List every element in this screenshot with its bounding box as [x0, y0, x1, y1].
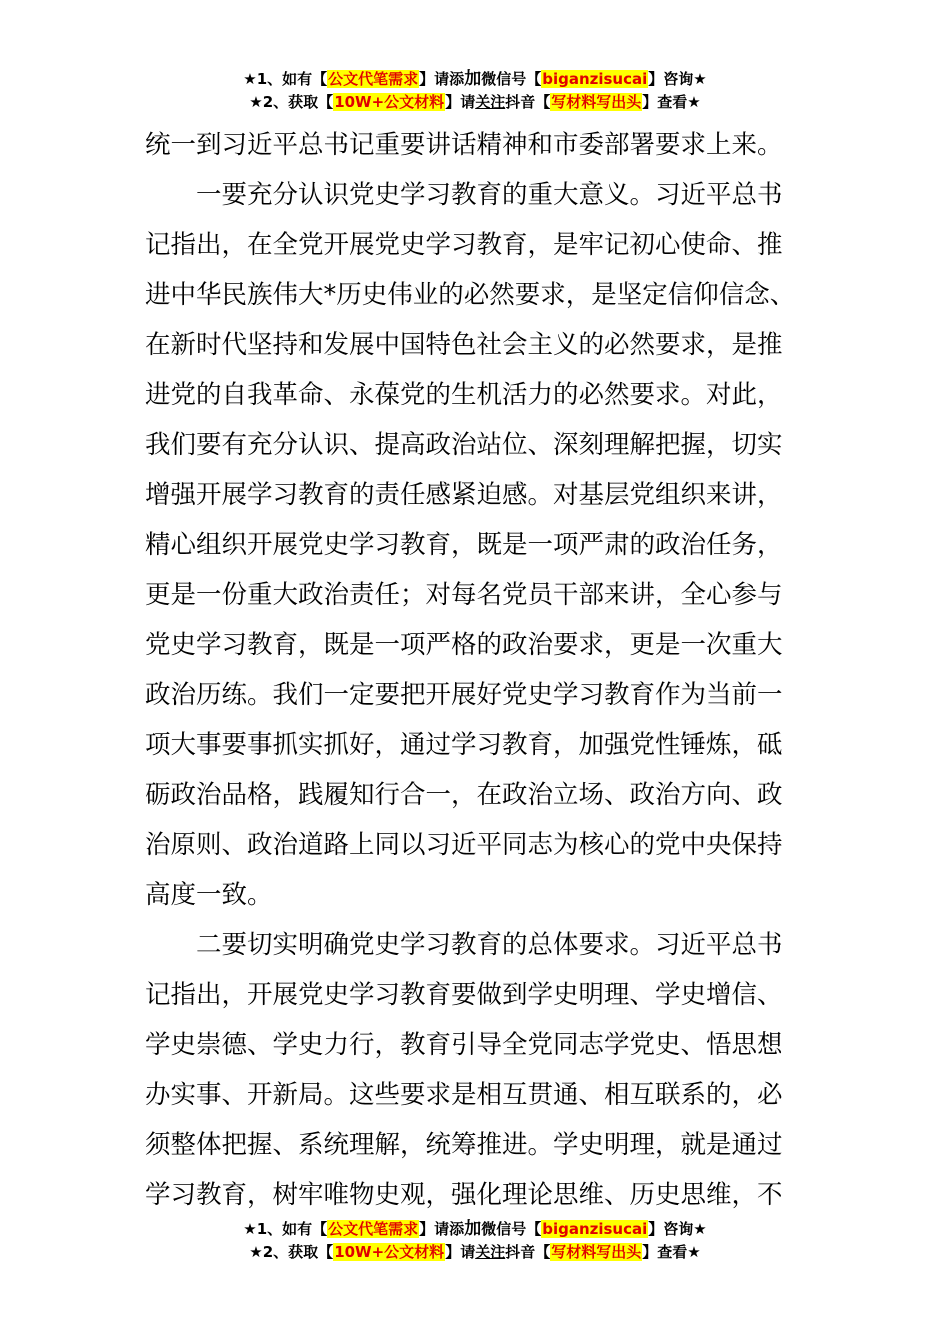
body-line: 党史学习教育，既是一项严格的政治要求，更是一次重大	[145, 630, 783, 660]
highlight-ghostwriting: 公文代笔需求	[328, 70, 419, 88]
highlight-ghostwriting: 公文代笔需求	[328, 1220, 419, 1238]
banner-text: 】查看★	[642, 1243, 701, 1261]
body-line: 砺政治品格，践履知行合一，在政治立场、政治方向、政	[145, 780, 783, 810]
body-line: 记指出，开展党史学习教育要做到学史明理、学史增信、	[145, 980, 783, 1010]
banner-line-1	[0, 1218, 950, 1241]
banner-text: 】咨询★	[648, 1220, 707, 1238]
banner-emphasis: 加	[464, 69, 482, 89]
body-line: 精心组织开展党史学习教育，既是一项严肃的政治任务，	[145, 530, 783, 560]
footer-banner	[0, 1218, 950, 1264]
banner-text: 抖音【	[505, 93, 551, 111]
banner-emphasis: 关注	[475, 1243, 506, 1261]
banner-text: 微信号【	[481, 1220, 542, 1238]
banner-emphasis: 加	[464, 1219, 482, 1239]
banner-text: 】请	[445, 1243, 476, 1261]
body-line: 进中华民族伟大*历史伟业的必然要求，是坚定信仰信念、	[145, 280, 796, 310]
banner-text: 】查看★	[642, 93, 701, 111]
banner-text: ★2、获取【	[249, 1243, 334, 1261]
body-line: 记指出，在全党开展党史学习教育，是牢记初心使命、推	[145, 230, 783, 260]
banner-text: 】咨询★	[648, 70, 707, 88]
body-line: 治原则、政治道路上同以习近平同志为核心的党中央保持	[145, 830, 783, 860]
highlight-douyin: 写材料写出头	[551, 1243, 642, 1261]
paragraph-2-start: 二要切实明确党史学习教育的总体要求。习近平总书	[196, 930, 783, 960]
highlight-wechat-id: biganzisucai	[542, 70, 648, 88]
body-line: 学史崇德、学史力行，教育引导全党同志学党史、悟思想	[145, 1030, 783, 1060]
body-line: 须整体把握、系统理解，统筹推进。学史明理，就是通过	[145, 1130, 783, 1160]
banner-text: ★2、获取【	[249, 93, 334, 111]
banner-emphasis: 关注	[475, 93, 506, 111]
highlight-wechat-id: biganzisucai	[542, 1220, 648, 1238]
highlight-douyin: 写材料写出头	[551, 93, 642, 111]
banner-text: 抖音【	[505, 1243, 551, 1261]
header-banner	[0, 68, 950, 114]
body-line: 项大事要事抓实抓好，通过学习教育，加强党性锤炼，砥	[145, 730, 783, 760]
body-line: 政治历练。我们一定要把开展好党史学习教育作为当前一	[145, 680, 783, 710]
body-line: 办实事、开新局。这些要求是相互贯通、相互联系的，必	[145, 1080, 783, 1110]
banner-text: 】请添	[419, 70, 465, 88]
body-line: 更是一份重大政治责任；对每名党员干部来讲，全心参与	[145, 580, 783, 610]
banner-line-2	[0, 1241, 950, 1264]
banner-text: 微信号【	[481, 70, 542, 88]
body-line: 在新时代坚持和发展中国特色社会主义的必然要求，是推	[145, 330, 783, 360]
body-line: 增强开展学习教育的责任感紧迫感。对基层党组织来讲，	[145, 480, 783, 510]
body-line: 我们要有充分认识、提高政治站位、深刻理解把握，切实	[145, 430, 783, 460]
body-line: 高度一致。	[145, 880, 273, 910]
banner-text: 】请添	[419, 1220, 465, 1238]
banner-text: ★1、如有【	[243, 70, 328, 88]
paragraph-1-start: 一要充分认识党史学习教育的重大意义。习近平总书	[196, 180, 783, 210]
body-line: 统一到习近平总书记重要讲话精神和市委部署要求上来。	[145, 130, 783, 160]
banner-text: 】请	[445, 93, 476, 111]
body-line: 学习教育，树牢唯物史观，强化理论思维、历史思维，不	[145, 1180, 783, 1210]
highlight-materials: 10W+公文材料	[334, 1243, 445, 1261]
banner-line-2	[0, 91, 950, 114]
highlight-materials: 10W+公文材料	[334, 93, 445, 111]
document-body	[145, 124, 810, 1224]
body-line: 进党的自我革命、永葆党的生机活力的必然要求。对此，	[145, 380, 783, 410]
banner-text: ★1、如有【	[243, 1220, 328, 1238]
banner-line-1	[0, 68, 950, 91]
